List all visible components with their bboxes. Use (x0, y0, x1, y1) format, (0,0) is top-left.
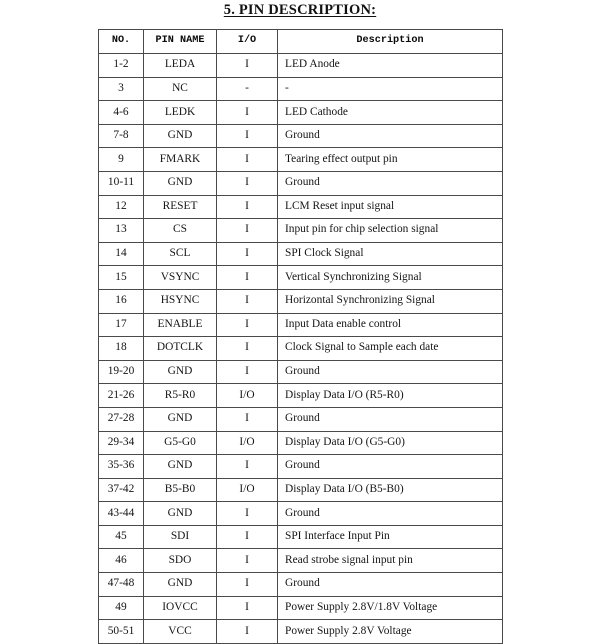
cell-pin-name: VSYNC (144, 266, 217, 290)
table-row (99, 171, 503, 195)
cell-io: I (217, 455, 278, 479)
cell-pin-number: 17 (99, 313, 144, 337)
cell-pin-number: 4-6 (99, 101, 144, 125)
cell-io: I/O (217, 384, 278, 408)
cell-pin-number: 7-8 (99, 124, 144, 148)
cell-pin-number: 13 (99, 219, 144, 243)
cell-pin-number: 27-28 (99, 407, 144, 431)
cell-pin-name: VCC (144, 620, 217, 644)
cell-io: I (217, 195, 278, 219)
cell-pin-number: 49 (99, 596, 144, 620)
cell-description: Input Data enable control (278, 313, 503, 337)
table-row (99, 54, 503, 78)
table-row (99, 101, 503, 125)
pin-description-table (98, 29, 503, 644)
cell-pin-number: 12 (99, 195, 144, 219)
cell-io: I (217, 549, 278, 573)
cell-pin-name: LEDK (144, 101, 217, 125)
table-header-row (99, 30, 503, 54)
cell-pin-name: LEDA (144, 54, 217, 78)
table-row (99, 77, 503, 101)
column-header-no: NO. (99, 30, 144, 54)
cell-io: I (217, 407, 278, 431)
cell-pin-number: 16 (99, 289, 144, 313)
pin-description-table-container (98, 29, 502, 644)
table-row (99, 431, 503, 455)
cell-pin-name: GND (144, 360, 217, 384)
cell-pin-number: 19-20 (99, 360, 144, 384)
cell-io: I (217, 124, 278, 148)
cell-io: I (217, 360, 278, 384)
cell-description: Tearing effect output pin (278, 148, 503, 172)
cell-description: Display Data I/O (B5-B0) (278, 478, 503, 502)
cell-description: Ground (278, 360, 503, 384)
cell-pin-name: HSYNC (144, 289, 217, 313)
cell-io: I (217, 242, 278, 266)
table-row (99, 620, 503, 644)
cell-description: Ground (278, 502, 503, 526)
cell-description: Read strobe signal input pin (278, 549, 503, 573)
cell-io: I (217, 54, 278, 78)
cell-pin-number: 1-2 (99, 54, 144, 78)
cell-description: Display Data I/O (G5-G0) (278, 431, 503, 455)
table-row (99, 360, 503, 384)
cell-pin-number: 9 (99, 148, 144, 172)
cell-description: - (278, 77, 503, 101)
cell-description: Vertical Synchronizing Signal (278, 266, 503, 290)
cell-pin-number: 21-26 (99, 384, 144, 408)
cell-description: Ground (278, 455, 503, 479)
table-row (99, 289, 503, 313)
cell-description: Power Supply 2.8V/1.8V Voltage (278, 596, 503, 620)
cell-description: SPI Clock Signal (278, 242, 503, 266)
cell-io: I (217, 573, 278, 597)
cell-pin-number: 10-11 (99, 171, 144, 195)
cell-io: I (217, 313, 278, 337)
cell-pin-number: 37-42 (99, 478, 144, 502)
cell-io: I (217, 266, 278, 290)
cell-description: Ground (278, 171, 503, 195)
cell-description: LED Cathode (278, 101, 503, 125)
cell-pin-number: 14 (99, 242, 144, 266)
cell-pin-name: GND (144, 573, 217, 597)
table-row (99, 266, 503, 290)
table-row (99, 148, 503, 172)
column-header-pin-name: PIN NAME (144, 30, 217, 54)
cell-io: I (217, 148, 278, 172)
cell-pin-name: R5-R0 (144, 384, 217, 408)
cell-pin-number: 46 (99, 549, 144, 573)
column-header-io: I/O (217, 30, 278, 54)
cell-pin-name: GND (144, 502, 217, 526)
cell-description: SPI Interface Input Pin (278, 525, 503, 549)
cell-io: I (217, 525, 278, 549)
cell-io: I (217, 219, 278, 243)
cell-io: - (217, 77, 278, 101)
cell-pin-name: SDI (144, 525, 217, 549)
cell-io: I (217, 171, 278, 195)
table-row (99, 407, 503, 431)
cell-pin-number: 43-44 (99, 502, 144, 526)
table-row (99, 337, 503, 361)
cell-pin-name: NC (144, 77, 217, 101)
cell-description: Ground (278, 407, 503, 431)
cell-pin-name: GND (144, 455, 217, 479)
cell-pin-name: B5-B0 (144, 478, 217, 502)
table-row (99, 124, 503, 148)
cell-description: Power Supply 2.8V Voltage (278, 620, 503, 644)
cell-pin-name: CS (144, 219, 217, 243)
table-row (99, 313, 503, 337)
cell-io: I (217, 502, 278, 526)
table-row (99, 525, 503, 549)
table-row (99, 549, 503, 573)
cell-pin-number: 29-34 (99, 431, 144, 455)
table-row (99, 384, 503, 408)
cell-pin-name: IOVCC (144, 596, 217, 620)
cell-io: I (217, 101, 278, 125)
table-row (99, 195, 503, 219)
table-row (99, 573, 503, 597)
cell-description: Input pin for chip selection signal (278, 219, 503, 243)
cell-description: Ground (278, 124, 503, 148)
cell-io: I (217, 289, 278, 313)
column-header-description: Description (278, 30, 503, 54)
cell-pin-name: G5-G0 (144, 431, 217, 455)
table-header (99, 30, 503, 54)
cell-pin-name: GND (144, 407, 217, 431)
cell-description: LED Anode (278, 54, 503, 78)
cell-pin-number: 3 (99, 77, 144, 101)
cell-pin-number: 35-36 (99, 455, 144, 479)
cell-pin-name: RESET (144, 195, 217, 219)
cell-pin-name: SDO (144, 549, 217, 573)
cell-description: Clock Signal to Sample each date (278, 337, 503, 361)
cell-pin-name: GND (144, 124, 217, 148)
page-title-text: 5. PIN DESCRIPTION: (223, 2, 377, 18)
table-row (99, 455, 503, 479)
table-row (99, 242, 503, 266)
page-title (0, 2, 600, 19)
cell-description: Horizontal Synchronizing Signal (278, 289, 503, 313)
table-body (99, 54, 503, 644)
cell-io: I (217, 337, 278, 361)
cell-pin-name: GND (144, 171, 217, 195)
cell-pin-name: ENABLE (144, 313, 217, 337)
cell-pin-number: 50-51 (99, 620, 144, 644)
cell-io: I/O (217, 478, 278, 502)
cell-pin-name: SCL (144, 242, 217, 266)
cell-pin-number: 45 (99, 525, 144, 549)
cell-pin-name: FMARK (144, 148, 217, 172)
cell-io: I (217, 596, 278, 620)
table-row (99, 502, 503, 526)
cell-pin-number: 18 (99, 337, 144, 361)
cell-pin-number: 47-48 (99, 573, 144, 597)
cell-pin-number: 15 (99, 266, 144, 290)
cell-pin-name: DOTCLK (144, 337, 217, 361)
cell-description: Display Data I/O (R5-R0) (278, 384, 503, 408)
table-row (99, 478, 503, 502)
cell-io: I/O (217, 431, 278, 455)
cell-description: LCM Reset input signal (278, 195, 503, 219)
cell-io: I (217, 620, 278, 644)
table-row (99, 219, 503, 243)
cell-description: Ground (278, 573, 503, 597)
